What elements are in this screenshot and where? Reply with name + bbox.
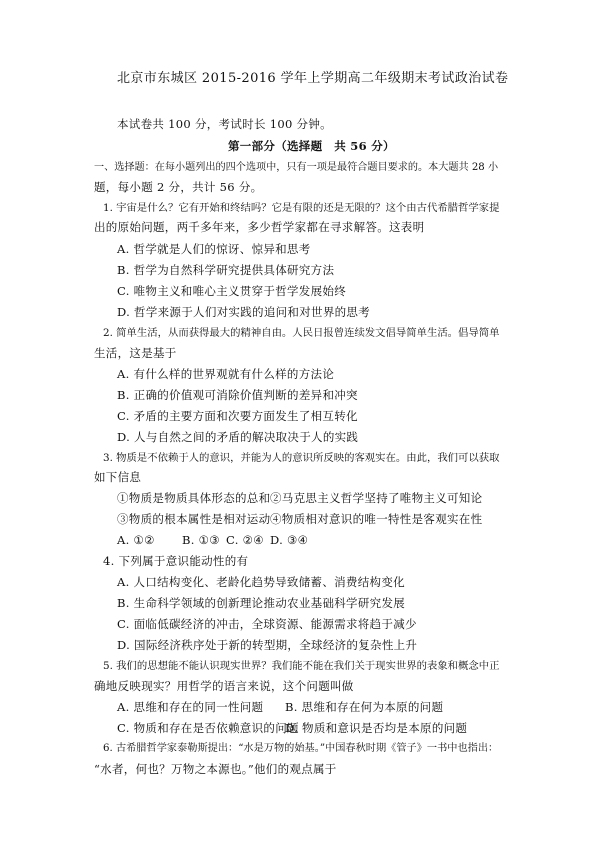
question-1-option-b: B. 哲学为自然科学研究提供具体研究方法 [117,263,335,277]
question-5-option-d: D. 物质和意识是否均是本原的问题 [285,721,468,735]
question-4-option-b: B. 生命科学领域的创新理论推动农业基础科学研究发展 [117,596,406,610]
section-instructions-line2: 题，每小题 2 分，共计 56 分。 [94,180,263,194]
question-3-option-a: A. ①② [117,533,155,547]
question-3-item-4: ④物质相对意识的唯一特性是客观实在性 [270,512,483,526]
question-3-item-3: ③物质的根本属性是相对运动 [117,512,271,526]
question-1-option-a: A. 哲学就是人们的惊讶、惊异和思考 [117,242,311,256]
question-1-option-c: C. 唯物主义和唯心主义贯穿于哲学发展始终 [117,284,346,298]
question-4-option-a: A. 人口结构变化、老龄化趋势导致储蓄、消费结构变化 [117,575,405,589]
question-5-option-b: B. 思维和存在何为本原的问题 [285,700,444,714]
question-4-option-d: D. 国际经济秩序处于新的转型期，全球经济的复杂性上升 [117,638,418,652]
question-6-stem-line2: “水者，何也？万物之本源也。”他们的观点属于 [94,762,337,776]
question-3-item-2: ②马克思主义哲学坚持了唯物主义可知论 [270,491,483,505]
question-1-option-d: D. 哲学来源于人们对实践的追问和对世界的思考 [117,305,371,319]
exam-note: 本试卷共 100 分，考试时长 100 分钟。 [117,117,332,131]
question-1-stem-line2: 出的原始问题，两千多年来，多少哲学家都在寻求解答。这表明 [94,220,425,234]
question-5-option-a: A. 思维和存在的同一性问题 [117,700,264,714]
question-2-option-d: D. 人与自然之间的矛盾的解决取决于人的实践 [117,430,359,444]
question-2-option-b: B. 正确的价值观可消除价值判断的差异和冲突 [117,388,358,402]
section-instructions-line1: 一、选择题：在每小题列出的四个选项中，只有一项是最符合题目要求的。本大题共 28 小 [94,162,499,173]
question-3-option-d: D. ③④ [270,533,309,547]
question-2-option-a: A. 有什么样的世界观就有什么样的方法论 [117,367,335,381]
question-2-option-c: C. 矛盾的主要方面和次要方面发生了相互转化 [117,409,358,423]
question-3-option-b: B. ①③ [182,533,220,547]
question-6-stem-line1: 6. 古希腊哲学家泰勒斯提出：“水是万物的始基。”中国春秋时期《管子》一书中也指出： [103,743,499,754]
question-3-option-c: C. ②④ [226,533,264,547]
question-2-stem-line1: 2. 简单生活，从而获得最大的精神自由。人民日报曾连续发文倡导简单生活。倡导简单 [103,327,500,339]
question-3-stem-line2: 如下信息 [94,470,142,484]
question-4-option-c: C. 面临低碳经济的冲击，全球资源、能源需求将趋于减少 [117,617,417,631]
question-5-stem-line2: 确地反映现实？用哲学的语言来说，这个问题叫做 [94,679,354,693]
question-1-stem-line1: 1. 宇宙是什么？它有开始和终结吗？它是有限的还是无限的？这个由古代希腊哲学家提 [103,202,500,214]
question-4-stem: 4. 下列属于意识能动性的有 [103,554,249,568]
question-5-stem-line1: 5. 我们的思想能不能认识现实世界？我们能不能在我们关于现实世界的表象和概念中正 [103,660,500,672]
question-3-item-1: ①物质是物质具体形态的总和 [117,491,271,505]
question-2-stem-line2: 生活，这是基于 [94,346,177,360]
question-3-stem-line1: 3. 物质是不依赖于人的意识，并能为人的意识所反映的客观实在。由此，我们可以获取 [103,452,500,464]
part-title: 第一部分（选择题 共 56 分） [228,139,395,153]
document-title: 北京市东城区 2015-2016 学年上学期高二年级期末考试政治试卷 [117,71,509,86]
question-5-option-c: C. 物质和存在是否依赖意识的问题 [117,721,299,735]
